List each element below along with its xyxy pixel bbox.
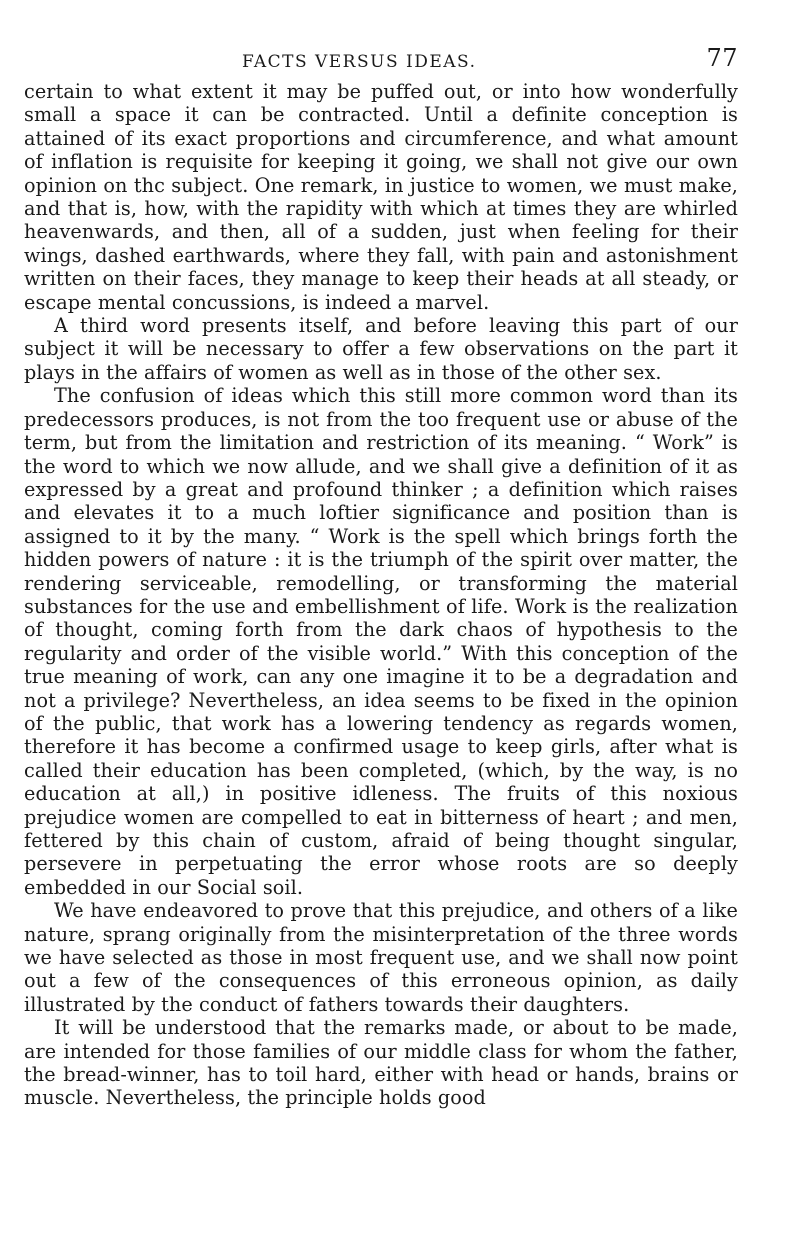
body-text bbox=[24, 80, 738, 1110]
paragraph-middle-class: It will be understood that the remarks made, or about to be made, are intended for those families of our middle class for whom the father, the bread-winner, has to toil hard, either with head or hands, brains or muscle. Nevertheless, the principle holds good bbox=[24, 1016, 738, 1110]
paragraph-prejudice: We have endeavored to prove that this prejudice, and others of a like nature, sprang originally from the misinterpretation of the three words we have selected as those in most frequent use, and we shall now point out a few of the consequences of this erroneous opinion, as daily illustrated by the conduct of fathers towards their daughters. bbox=[24, 899, 738, 1016]
paragraph-continued: certain to what extent it may be puffed out, or into how wonderfully small a space it can be contracted. Until a definite conception is attained of its exact proportions and circumference, and what amount of inflation is requisite for keeping it going, we shall not give our own opinion on thc subject. One remark, in justice to women, we must make, and that is, how, with the rapidity with which at times they are whirled heavenwards, and then, all of a sudden, just when feeling for their wings, dashed earthwards, where they fall, with pain and astonishment written on their faces, they manage to keep their heads at all steady, or escape mental concussions, is indeed a marvel. bbox=[24, 80, 738, 314]
book-page bbox=[24, 36, 738, 1110]
paragraph-third-word: A third word presents itself, and before leaving this part of our subject it will be necessary to offer a few observations on the part it plays in the affairs of women as well as in those of the other sex. bbox=[24, 314, 738, 384]
paragraph-work-definition: The confusion of ideas which this still more common word than its predecessors produces, is not from the too frequent use or abuse of the term, but from the limitation and restriction of its meaning. “ Work” is the word to which we now allude, and we shall give a definition of it as expressed by a great and profound thinker ; a definition which raises and elevates it to a much loftier significance and position than is assigned to it by the many. “ Work is the spell which brings forth the hidden powers of nature : it is the triumph of the spirit over matter, the rendering serviceable, remodelling, or transforming the material substances for the use and embellishment of life. Work is the realization of thought, coming forth from the dark chaos of hypothesis to the regularity and order of the visible world.” With this conception of the true meaning of work, can any one imagine it to be a degradation and not a privilege? Nevertheless, an idea seems to be fixed in the opinion of the public, that work has a lowering tendency as regards women, therefore it has become a confirmed usage to keep girls, after what is called their education has been completed, (which, by the way, is no education at all,) in positive idleness. The fruits of this noxious prejudice women are compelled to eat in bitterness of heart ; and men, fettered by this chain of custom, afraid of being thought singular, persevere in perpetuating the error whose roots are so deeply embedded in our Social soil. bbox=[24, 384, 738, 899]
running-title: FACTS VERSUS IDEAS. bbox=[242, 52, 477, 72]
page-number: 77 bbox=[706, 44, 738, 72]
running-head bbox=[24, 36, 738, 80]
